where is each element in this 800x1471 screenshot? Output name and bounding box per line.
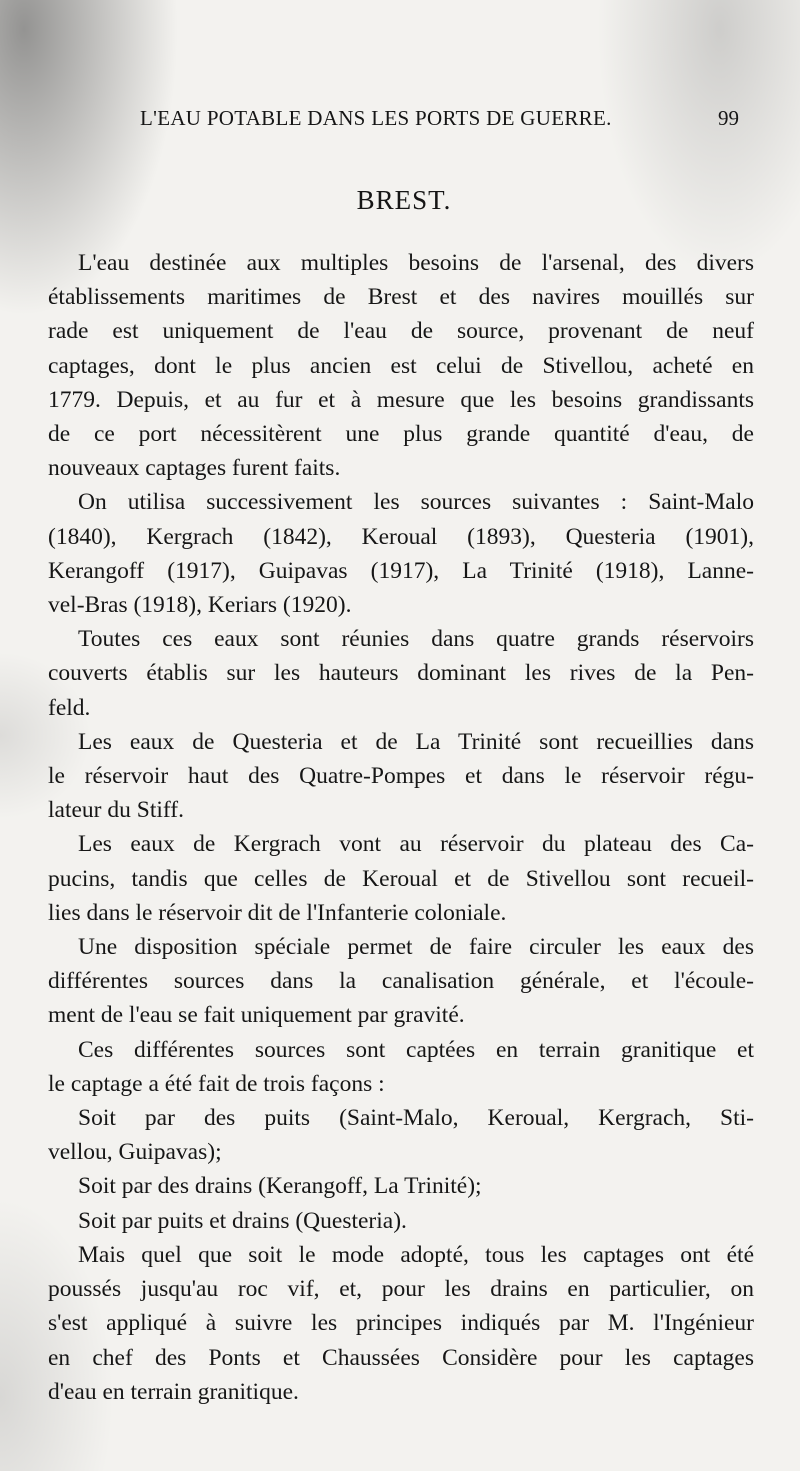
paragraph (48, 485, 754, 622)
text-line: feld. (48, 694, 91, 721)
text-line: captages, dont le plus ancien est celui de Stivellou, acheté en (48, 352, 754, 379)
text-line: lies dans le réservoir dit de l'Infanterie coloniale. (48, 899, 507, 926)
text-line: établissements maritimes de Brest et des navires mouillés sur (48, 284, 754, 311)
text-line: de ce port nécessitèrent une plus grande quantité d'eau, de (48, 421, 754, 448)
paragraph (48, 725, 754, 828)
paragraph (48, 827, 754, 930)
paragraph (48, 1204, 754, 1238)
text-line: vellou, Guipavas); (48, 1139, 222, 1166)
text-line: le réservoir haut des Quatre-Pompes et dans le réservoir régu- (48, 763, 754, 790)
text-line: Soit par puits et drains (Questeria). (78, 1207, 407, 1234)
text-line: poussés jusqu'au roc vif, et, pour les drains en particulier, on (48, 1276, 754, 1303)
text-line: d'eau en terrain granitique. (48, 1378, 299, 1405)
text-line: Soit par des drains (Kerangoff, La Trinité); (78, 1173, 482, 1200)
text-line: 1779. Depuis, et au fur et à mesure que les besoins grandissants (48, 386, 754, 413)
text-line: Toutes ces eaux sont réunies dans quatre grands réservoirs (78, 626, 754, 653)
text-line: Soit par des puits (Saint-Malo, Keroual, Kergrach, Sti- (78, 1105, 754, 1132)
running-head: L'EAU POTABLE DANS LES PORTS DE GUERRE. (140, 106, 612, 130)
paragraph (48, 1169, 754, 1203)
paragraph (48, 1033, 754, 1101)
text-line: Les eaux de Questeria et de La Trinité sont recueillies dans (78, 728, 754, 755)
text-line: Ces différentes sources sont captées en terrain granitique et (78, 1036, 754, 1063)
text-line: en chef des Ponts et Chaussées Considère pour les captages (48, 1344, 754, 1371)
paragraph (48, 930, 754, 1033)
paragraph (48, 1101, 754, 1169)
text-line: L'eau destinée aux multiples besoins de l'arsenal, des divers (78, 250, 754, 276)
paragraph (48, 622, 754, 725)
text-line: nouveaux captages furent faits. (48, 455, 341, 482)
page-number: 99 (718, 106, 739, 130)
text-line: s'est appliqué à suivre les principes indiqués par M. l'Ingénieur (48, 1310, 754, 1337)
text-line: pucins, tandis que celles de Keroual et de Stivellou sont recueil- (48, 865, 754, 892)
text-line: Les eaux de Kergrach vont au réservoir du plateau des Ca- (78, 831, 754, 858)
text-line: Une disposition spéciale permet de faire circuler les eaux des (78, 934, 754, 961)
text-line: On utilisa successivement les sources suivantes : Saint-Malo (78, 489, 754, 516)
text-line: Mais quel que soit le mode adopté, tous les captages ont été (78, 1241, 754, 1268)
text-line: Kerangoff (1917), Guipavas (1917), La Trinité (1918), Lanne- (48, 557, 754, 584)
paragraph (48, 1238, 754, 1409)
text-line: (1840), Kergrach (1842), Keroual (1893), Questeria (1901), (48, 523, 754, 550)
text-line: vel-Bras (1918), Keriars (1920). (48, 592, 352, 619)
body-text (48, 246, 754, 1409)
text-line: lateur du Stiff. (48, 797, 184, 824)
text-line: le captage a été fait de trois façons : (48, 1070, 385, 1097)
text-line: ment de l'eau se fait uniquement par gravité. (48, 1002, 465, 1029)
text-line: différentes sources dans la canalisation générale, et l'écoule- (48, 968, 754, 995)
text-line: couverts établis sur les hauteurs dominant les rives de la Pen- (48, 660, 754, 687)
section-title: BREST. (356, 185, 452, 215)
text-line: rade est uniquement de l'eau de source, provenant de neuf (48, 318, 754, 345)
paragraph (48, 246, 754, 485)
